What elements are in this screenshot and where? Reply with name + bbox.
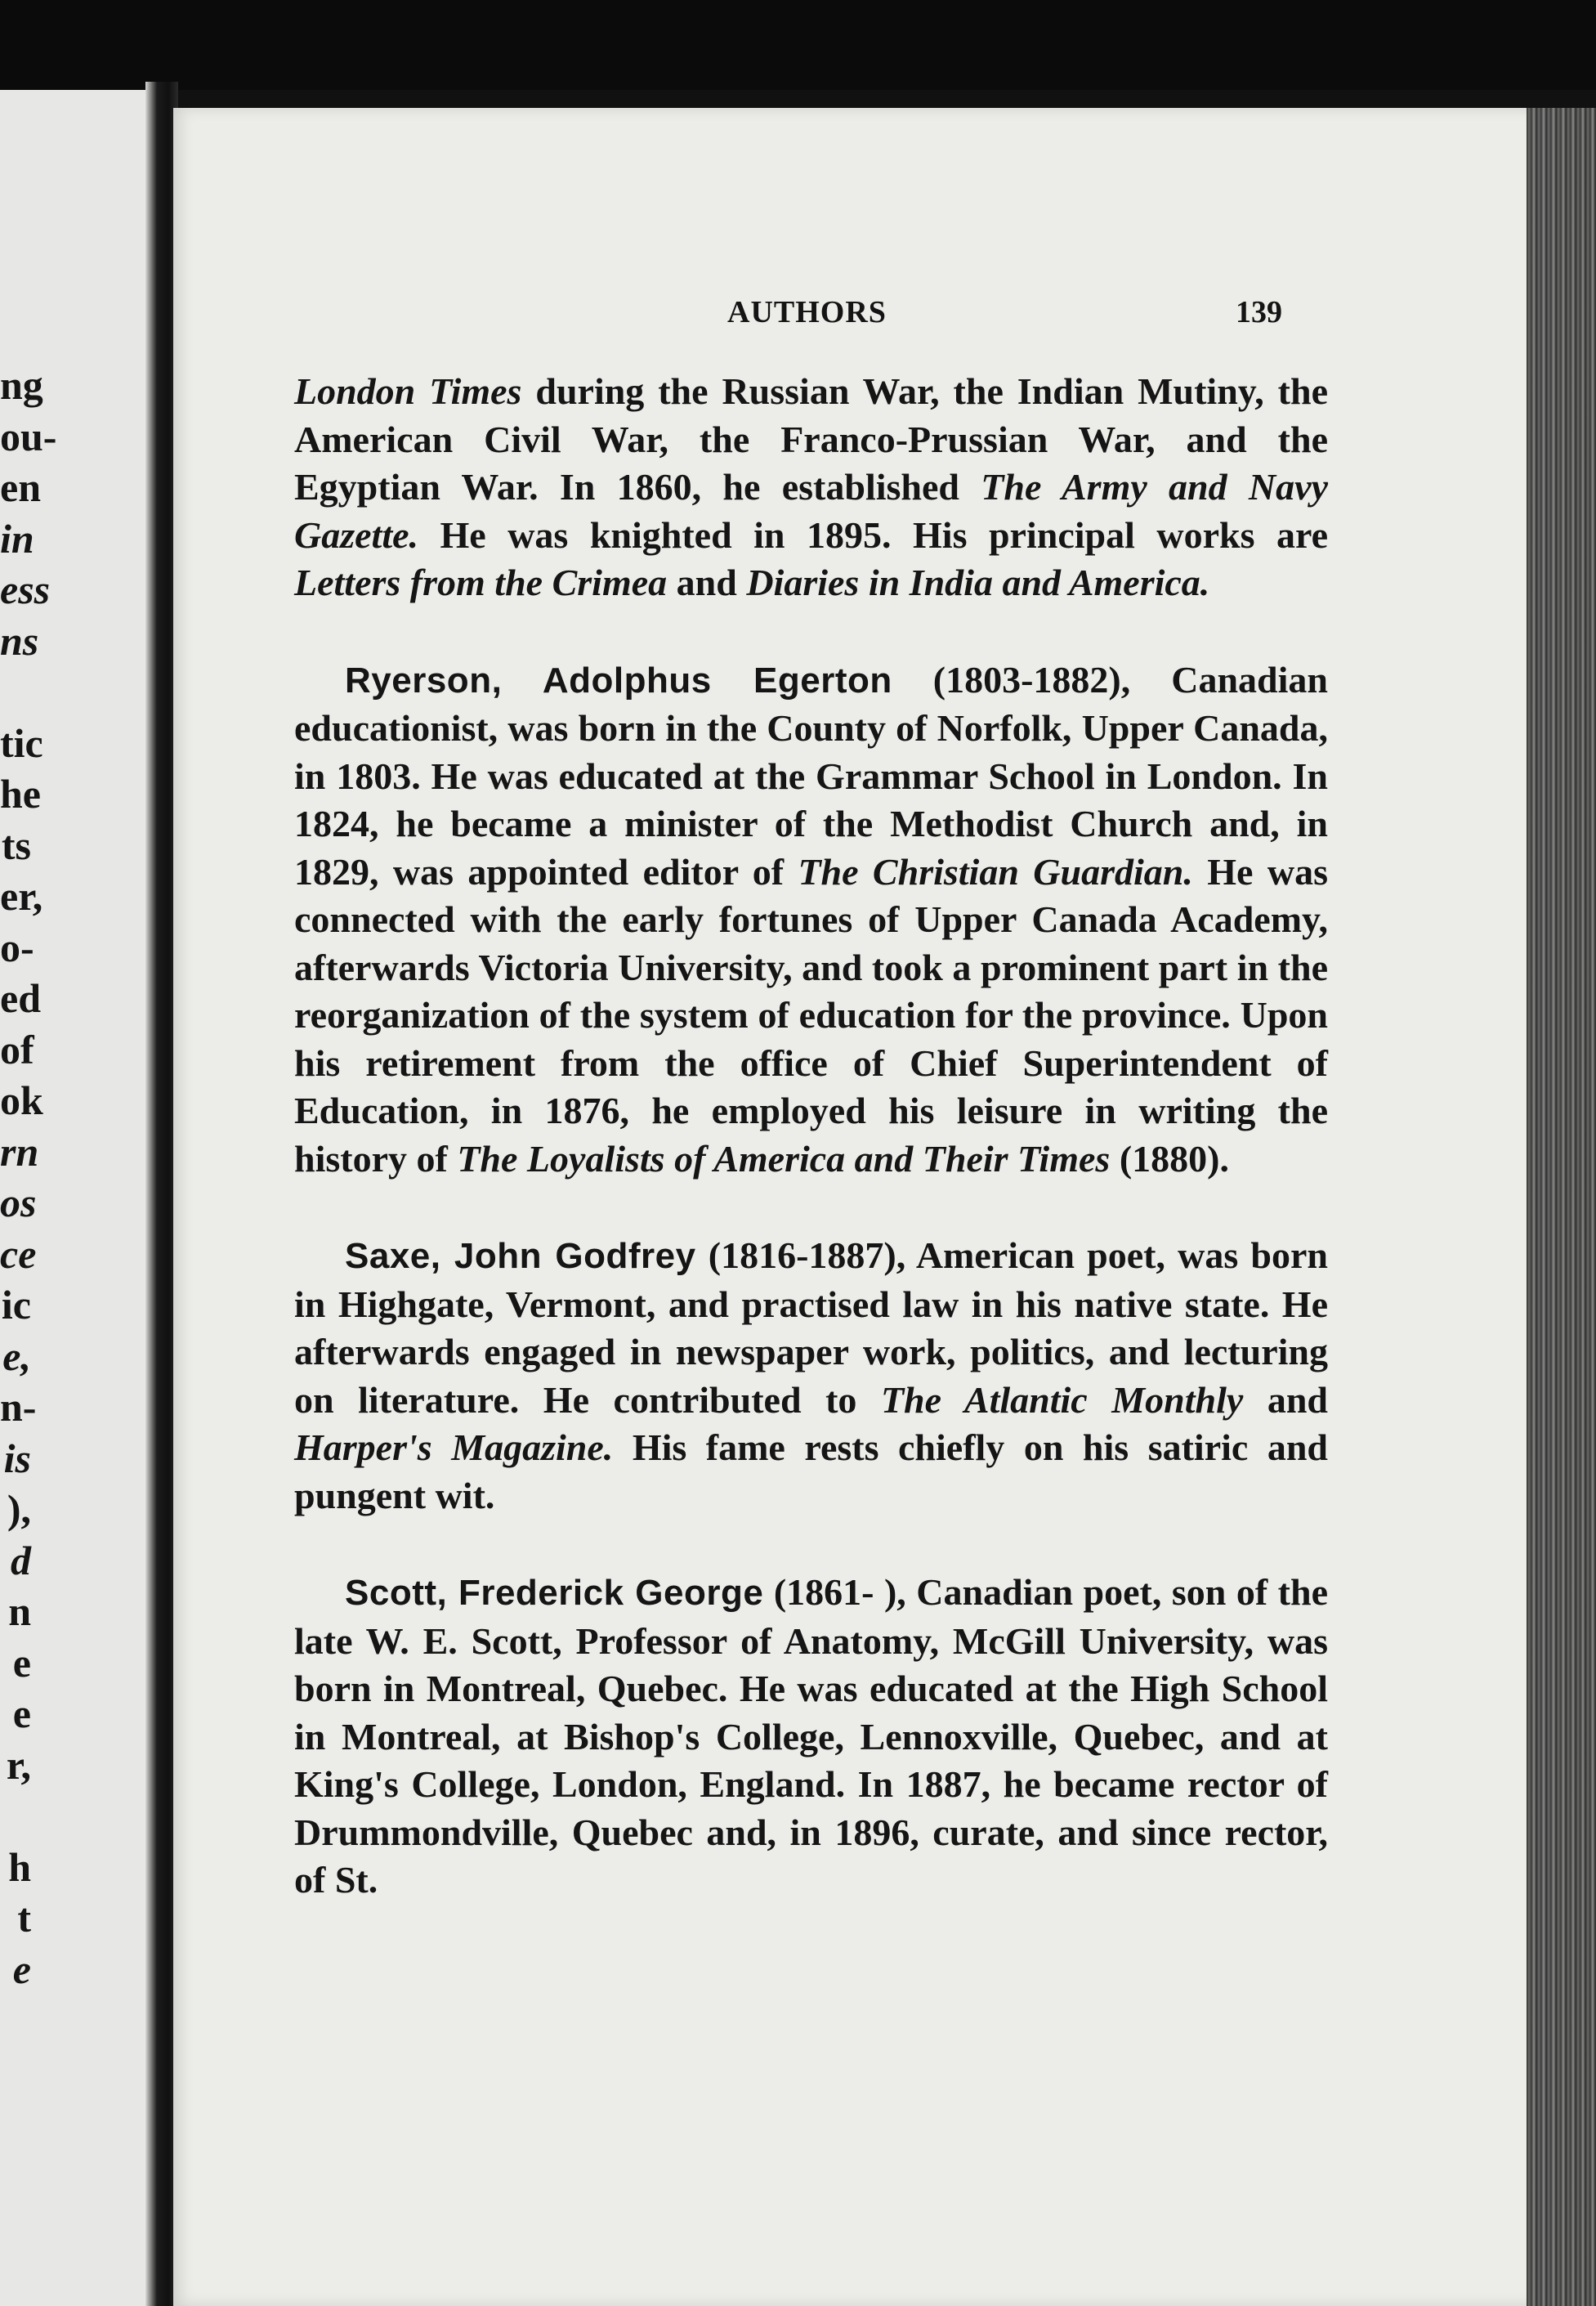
previous-page-fragment: ed xyxy=(0,975,41,1021)
paragraph-text: He was connected with the early fortunes of Upper Canada Academy, afterwards Victoria University, and took a prominent part in the reorganization of the system of education for the province. Upon his retirement from the office of Chief Superintendent of Education, in 1876, he employed his leisure in writing the history of xyxy=(294,850,1328,1180)
previous-page-fragment: o- xyxy=(0,924,34,970)
italic-title: Diaries in India and America. xyxy=(746,562,1210,603)
previous-page-fragment: in xyxy=(0,515,34,562)
previous-page-fragment: e xyxy=(12,1946,31,1992)
previous-page-fragment: er, xyxy=(0,873,43,919)
previous-page-fragment: rn xyxy=(0,1128,39,1175)
paragraph-text: during the Russian War, the Indian Mutiny, the American Civil War, the Franco-Prussian War, and the Egyptian War. In 1860, he established xyxy=(294,370,1328,508)
previous-page-fragment: ou- xyxy=(0,413,57,459)
previous-page-fragment: ), xyxy=(7,1486,31,1532)
previous-page-fragment: ts xyxy=(1,822,31,868)
previous-page-fragment xyxy=(0,666,33,718)
previous-page-fragment: n xyxy=(8,1588,31,1634)
paragraph-text: (1803-1882), Canadian educationist, was born in the County of Norfolk, Upper Canada, in 1803. He was educated at the Grammar School in London. In 1824, he became a minister of the Methodist Church and, in 1829, was appointed editor of xyxy=(294,658,1328,893)
previous-page-fragment: h xyxy=(8,1843,31,1890)
previous-page-fragment: d xyxy=(11,1537,31,1583)
italic-title: London Times xyxy=(294,370,522,412)
previous-page-fragment: ok xyxy=(0,1077,43,1123)
entry-name: Scott, Frederick George xyxy=(345,1573,764,1613)
entry-ryerson xyxy=(294,656,1328,1184)
previous-page-fragment: he xyxy=(0,771,41,817)
previous-page-fragment: os xyxy=(0,1180,37,1225)
entry-name: Ryerson, Adolphus Egerton xyxy=(345,660,892,701)
previous-page-fragment: t xyxy=(17,1895,31,1941)
page-number: 139 xyxy=(1236,295,1282,329)
entry-name: Saxe, John Godfrey xyxy=(345,1236,696,1276)
running-head: AUTHORS xyxy=(727,295,887,329)
previous-page-fragment: e xyxy=(12,1690,31,1736)
previous-page-fragment: e xyxy=(12,1639,31,1686)
paragraph-text: (1816-1887), American poet, was born in Highgate, Vermont, and practised law in his native state. He afterwards engaged in newspaper work, politics, and lecturing on literature. He contributed to xyxy=(294,1234,1329,1421)
previous-page-fragment: ng xyxy=(0,362,43,408)
previous-page-fragment: ic xyxy=(1,1282,31,1328)
entry-saxe xyxy=(294,1232,1328,1520)
paragraph-text: He was knighted in 1895. His principal works are xyxy=(418,513,1328,556)
page-body xyxy=(294,368,1328,1905)
italic-title: Letters from the Crimea xyxy=(294,562,668,603)
previous-page-fragment: is xyxy=(3,1435,31,1481)
page-fore-edge xyxy=(1527,108,1596,2306)
paragraph-text: and xyxy=(1243,1378,1329,1421)
scan-top-border xyxy=(155,90,1596,110)
italic-title: The Christian Guardian. xyxy=(798,850,1193,893)
paragraph-text: (1880). xyxy=(1110,1137,1229,1180)
paragraph-text: and xyxy=(667,562,747,603)
previous-page-line-fragments xyxy=(0,360,57,1995)
previous-page-edge xyxy=(0,90,155,2306)
italic-title: Harper's Magazine. xyxy=(294,1426,614,1468)
previous-page-fragment: ns xyxy=(0,617,39,664)
previous-page-fragment: of xyxy=(0,1026,34,1072)
previous-page-fragment: ess xyxy=(0,566,51,612)
paragraph-text: (1861- ), Canadian poet, son of the late W. E. Scott, Professor of Anatomy, McGill University, was born in Montreal, Quebec. He was educated at the High School in Montreal, at Bishop's College, Lennoxville, Quebec, and at King's College, London, England. In 1887, he became rector of Drummondville, Quebec and, in 1896, curate, and since rector, of St. xyxy=(294,1571,1328,1901)
italic-title: The Loyalists of America and Their Times xyxy=(457,1137,1111,1180)
previous-page-fragment: ce xyxy=(0,1230,37,1277)
continuation-paragraph xyxy=(294,368,1328,607)
previous-page-fragment: e, xyxy=(2,1332,31,1379)
previous-page-fragment: n- xyxy=(0,1384,37,1430)
previous-page-fragment: en xyxy=(0,464,41,510)
previous-page-fragment xyxy=(0,1790,33,1842)
entry-scott xyxy=(294,1569,1328,1905)
paragraph-text: His fame rests chiefly on his satiric and pungent wit. xyxy=(294,1426,1328,1516)
italic-title: The Atlantic Monthly xyxy=(880,1378,1244,1421)
italic-title: The Army and Navy Gazette. xyxy=(294,466,1328,556)
previous-page-fragment: tic xyxy=(0,719,43,766)
previous-page-fragment: r, xyxy=(6,1741,31,1788)
